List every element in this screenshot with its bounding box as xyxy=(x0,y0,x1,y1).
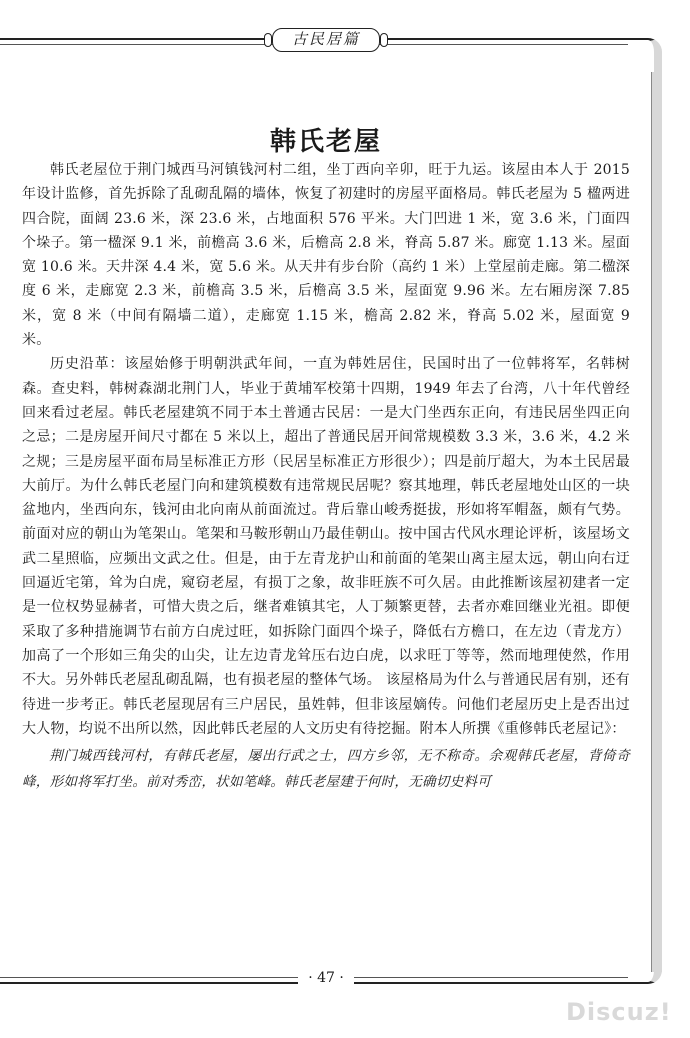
paragraph-essay: 荆门城西钱河村，有韩氏老屋，屡出行武之士，四方乡邻，无不称奇。余观韩氏老屋，背倚奇峰，形如将军打坐。前对秀峦，状如笔峰。韩氏老屋建于何时，无确切史料可 xyxy=(22,748,630,791)
page-number xyxy=(0,970,652,986)
frame-corner-top-right xyxy=(628,38,662,74)
article-title: 韩氏老屋 xyxy=(269,127,382,158)
paragraph-intro: 韩氏老屋位于荆门城西马河镇钱河村二组，坐丁西向辛卯，旺于九运。该屋由本人于 2015 年设计监修，首先拆除了乱砌乱隔的墙体，恢复了初建时的房屋平面格局。韩氏老屋为 5 楹两进四合院，面阔 23.6 米，深 23.6 米，占地面积 576 平米。大门凹进 1 米，宽 3.6 米，门面四个垛子。第一楹深 9.1 米，前檐高 3.6 米，后檐高 2.8 米，脊高 5.87 米。廊宽 1.13 米。屋面宽 10.6 米。天井深 4.4 米，宽 5.6 米。从天井有步台阶（高约 1 米）上堂屋前走廊。第二楹深度 6 米，走廊宽 2.3 米，前檐高 3.5 米，后檐高 3.5 米，屋面宽 9.96 米。左右厢房深 7.85 米，宽 8 米（中间有隔墙二道），走廊宽 1.15 米，檐高 2.82 米，脊高 5.02 米，屋面宽 9 米。 xyxy=(22,162,630,349)
frame-right-line xyxy=(651,72,652,972)
page-number-text: · 47 · xyxy=(298,970,354,986)
frame-right-border xyxy=(652,72,662,972)
paragraph-history: 历史沿革：该屋始修于明朝洪武年间，一直为韩姓居住，民国时出了一位韩将军，名韩树森。查史料，韩树森湖北荆门人，毕业于黄埔军校第十四期，1949 年去了台湾，八十年代曾经回来看过老屋。韩氏老屋建筑不同于本土普通古民居：一是大门坐西东正向，有违民居坐四正向之忌；二是房屋开间尺寸都在 5 米以上，超出了普通民居开间常规模数 3.3 米，3.6 米，4.2 米之规；三是房屋平面布局呈标准正方形（民居呈标准正方形很少）；四是前厅超大，为本土民居最大前厅。为什么韩氏老屋门向和建筑模数有违常规民居呢？察其地理，韩氏老屋地处山区的一块盆地内，坐西向东，钱河由北向南从前面流过。背后靠山峻秀挺拔，形如将军帽盔，颇有气势。前面对应的朝山为笔架山。笔架和马鞍形朝山乃最佳朝山。按中国古代风水理论评析，该屋场文武二星照临，应频出文武之仕。但是，由于左青龙护山和前面的笔架山离主屋太远，朝山向右迂回逼近宅第，耸为白虎，窥窃老屋，有损丁之象，故非旺族不可久居。由此推断该屋初建者一定是一位权势显赫者，可惜大贵之后，继者难镇其宅，人丁频繁更替，去者亦难回继业光祖。即便采取了多种措施调节右前方白虎过旺，如拆除门面四个垛子，降低右方檐口，在左边（青龙方）加高了一个形如三角尖的山尖，让左边青龙耸压右边白虎，以求旺丁等等，然而地理使然，作用不大。另外韩氏老屋乱砌乱隔，也有损老屋的整体气场。 该屋格局为什么与普通民居有别，还有待进一步考正。韩氏老屋现居有三户居民，虽姓韩，但非该屋嫡传。问他们老屋历史上是否出过大人物，均说不出所以然，因此韩氏老屋的人文历史有待挖掘。附本人所撰《重修韩氏老屋记》： xyxy=(22,356,630,737)
section-tag: 古民居篇 xyxy=(272,28,380,52)
article-body xyxy=(22,158,630,795)
watermark-logo: Discuz! xyxy=(566,998,672,1026)
